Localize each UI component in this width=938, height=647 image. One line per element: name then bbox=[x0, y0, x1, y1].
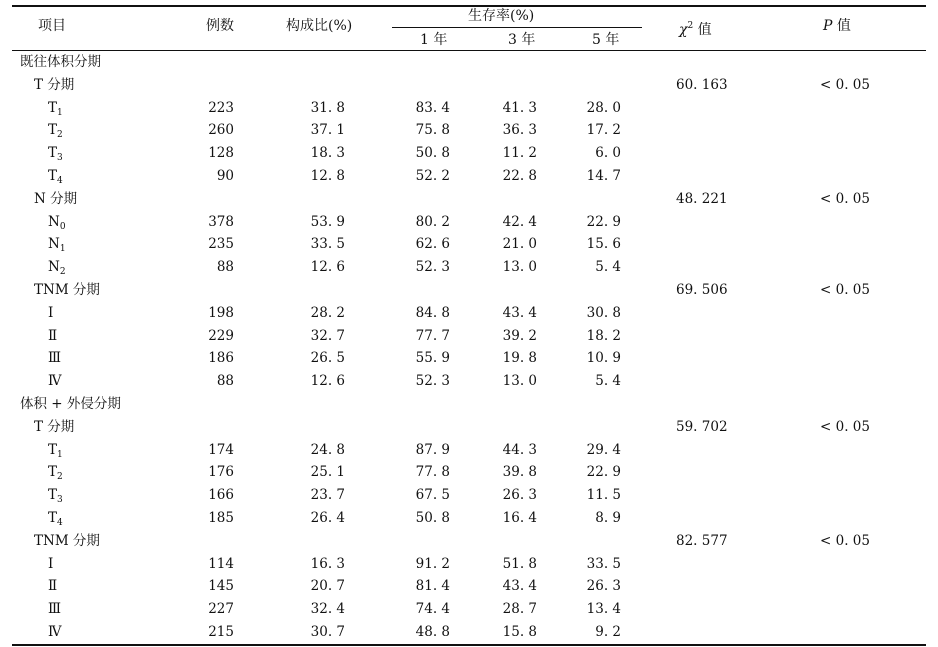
row-label-text: Ⅱ bbox=[48, 327, 58, 344]
cell-year-3: 39. 8 bbox=[502, 464, 537, 481]
header-chi-square bbox=[679, 18, 712, 38]
row-label bbox=[48, 145, 63, 166]
cell-cases: 128 bbox=[208, 145, 234, 162]
table-row bbox=[0, 621, 938, 643]
row-label bbox=[34, 533, 100, 549]
row-label-text: N 分期 bbox=[34, 190, 78, 207]
row-label bbox=[48, 578, 57, 594]
row-label bbox=[48, 464, 63, 485]
cell-year-3: 44. 3 bbox=[502, 441, 537, 458]
cell-year-1: 77. 8 bbox=[415, 464, 450, 481]
cell-year-1: 62. 6 bbox=[415, 236, 450, 253]
cell-p-value: < 0. 05 bbox=[820, 76, 870, 93]
p-symbol: P bbox=[823, 18, 833, 34]
cell-cases: 198 bbox=[208, 304, 234, 321]
table-row bbox=[0, 575, 938, 597]
cell-ratio: 12. 8 bbox=[310, 168, 345, 184]
cell-year-3: 39. 2 bbox=[502, 327, 537, 344]
row-label-text: T 分期 bbox=[34, 418, 75, 435]
cell-year-1: 83. 4 bbox=[415, 99, 450, 116]
cell-year-1: 48. 8 bbox=[415, 624, 450, 640]
cell-year-3: 43. 4 bbox=[502, 304, 537, 321]
table-row bbox=[0, 211, 938, 233]
cell-year-5: 14. 7 bbox=[586, 168, 621, 184]
cell-year-1: 74. 4 bbox=[415, 601, 450, 618]
cell-ratio: 12. 6 bbox=[310, 373, 345, 390]
group-row bbox=[0, 416, 938, 438]
cell-year-5: 5. 4 bbox=[595, 373, 621, 390]
p-suffix: 值 bbox=[832, 18, 851, 34]
row-label-subscript: 4 bbox=[57, 176, 63, 186]
cell-year-3: 43. 4 bbox=[502, 578, 537, 595]
row-label bbox=[48, 259, 66, 280]
row-label bbox=[48, 556, 53, 572]
table-row bbox=[0, 165, 938, 187]
cell-year-5: 13. 4 bbox=[586, 601, 621, 618]
cell-ratio: 23. 7 bbox=[310, 487, 345, 504]
cell-year-3: 51. 8 bbox=[502, 555, 537, 572]
row-label-text: Ⅱ bbox=[48, 578, 58, 595]
row-label-text: T bbox=[48, 99, 58, 116]
cell-cases: 215 bbox=[208, 624, 234, 640]
cell-year-5: 5. 4 bbox=[595, 259, 621, 276]
row-label bbox=[34, 77, 74, 93]
cell-year-3: 28. 7 bbox=[502, 601, 537, 618]
header-cases: 例数 bbox=[206, 18, 234, 34]
row-label-text: T bbox=[48, 441, 58, 458]
group-row bbox=[0, 530, 938, 552]
cell-year-3: 11. 2 bbox=[502, 145, 537, 162]
row-label bbox=[20, 54, 101, 70]
row-label-text: 体积 + 外侵分期 bbox=[20, 396, 121, 412]
table-row bbox=[0, 439, 938, 461]
row-label bbox=[48, 624, 62, 640]
cell-p-value: < 0. 05 bbox=[820, 190, 870, 207]
row-label-text: T bbox=[48, 464, 58, 481]
cell-cases: 166 bbox=[208, 487, 234, 504]
cell-year-5: 17. 2 bbox=[586, 122, 621, 139]
section-row bbox=[0, 51, 938, 73]
row-label-subscript: 1 bbox=[57, 449, 63, 460]
row-label bbox=[48, 510, 63, 531]
cell-p-value: < 0. 05 bbox=[820, 532, 870, 549]
cell-year-3: 15. 8 bbox=[502, 624, 537, 640]
header-survival-rate: 生存率(%) bbox=[468, 8, 535, 24]
row-label-text: Ⅳ bbox=[48, 624, 62, 640]
table-row bbox=[0, 142, 938, 164]
survival-subheader-rule bbox=[392, 27, 642, 28]
cell-year-5: 11. 5 bbox=[586, 487, 621, 504]
row-label bbox=[48, 100, 63, 121]
table-row bbox=[0, 553, 938, 575]
table-row bbox=[0, 598, 938, 620]
cell-p-value: < 0. 05 bbox=[820, 282, 870, 298]
row-label-text: N bbox=[48, 236, 60, 253]
row-label bbox=[48, 601, 61, 617]
header-p-value bbox=[823, 18, 851, 34]
cell-year-5: 6. 0 bbox=[595, 145, 621, 162]
row-label bbox=[48, 487, 63, 508]
cell-year-1: 75. 8 bbox=[415, 122, 450, 139]
row-label-text: Ⅳ bbox=[48, 373, 62, 390]
cell-cases: 88 bbox=[216, 259, 234, 276]
row-label-text: N bbox=[48, 213, 60, 230]
cell-year-5: 26. 3 bbox=[586, 578, 621, 595]
row-label bbox=[48, 236, 66, 257]
cell-chi-square: 69. 506 bbox=[676, 282, 728, 298]
cell-cases: 227 bbox=[208, 601, 234, 618]
chi-symbol: χ bbox=[679, 22, 688, 38]
row-label-text: TNM 分期 bbox=[34, 532, 100, 549]
cell-year-3: 22. 8 bbox=[502, 168, 537, 184]
cell-year-3: 26. 3 bbox=[502, 487, 537, 504]
row-label-subscript: 3 bbox=[57, 495, 63, 506]
cell-year-5: 18. 2 bbox=[586, 327, 621, 344]
row-label bbox=[34, 419, 74, 435]
group-row bbox=[0, 279, 938, 301]
section-row bbox=[0, 393, 938, 415]
cell-cases: 185 bbox=[208, 510, 234, 526]
cell-year-5: 30. 8 bbox=[586, 304, 621, 321]
row-label bbox=[48, 350, 61, 366]
cell-cases: 176 bbox=[208, 464, 234, 481]
table-row bbox=[0, 302, 938, 324]
group-row bbox=[0, 74, 938, 96]
row-label-text: T bbox=[48, 145, 58, 162]
cell-year-5: 33. 5 bbox=[586, 555, 621, 572]
cell-year-5: 28. 0 bbox=[586, 99, 621, 116]
cell-ratio: 24. 8 bbox=[310, 441, 345, 458]
cell-year-1: 52. 2 bbox=[415, 168, 450, 184]
cell-year-5: 8. 9 bbox=[595, 510, 621, 526]
row-label-subscript: 2 bbox=[59, 267, 66, 278]
cell-cases: 174 bbox=[208, 441, 234, 458]
cell-ratio: 31. 8 bbox=[310, 99, 345, 116]
row-label-subscript: 1 bbox=[57, 107, 63, 118]
cell-year-1: 77. 7 bbox=[415, 327, 450, 344]
row-label-text: Ⅰ bbox=[48, 555, 54, 572]
cell-chi-square: 60. 163 bbox=[676, 76, 728, 93]
header-year-3: 3 年 bbox=[508, 32, 536, 48]
table-bottom-rule bbox=[12, 644, 926, 646]
cell-ratio: 25. 1 bbox=[310, 464, 345, 481]
row-label bbox=[48, 214, 66, 235]
cell-year-1: 55. 9 bbox=[415, 350, 450, 367]
cell-year-1: 91. 2 bbox=[415, 555, 450, 572]
header-year-1: 1 年 bbox=[420, 32, 448, 48]
header-item: 项目 bbox=[38, 18, 66, 34]
cell-chi-square: 48. 221 bbox=[676, 190, 728, 207]
table-row bbox=[0, 507, 938, 529]
cell-cases: 90 bbox=[216, 168, 234, 184]
cell-ratio: 20. 7 bbox=[310, 578, 345, 595]
table-row bbox=[0, 370, 938, 392]
chi-suffix: 值 bbox=[693, 22, 712, 38]
cell-year-3: 13. 0 bbox=[502, 373, 537, 390]
row-label-subscript: 4 bbox=[57, 518, 63, 528]
table-row bbox=[0, 484, 938, 506]
cell-year-1: 67. 5 bbox=[415, 487, 450, 504]
cell-year-3: 16. 4 bbox=[502, 510, 537, 526]
cell-year-1: 84. 8 bbox=[415, 304, 450, 321]
row-label-text: T 分期 bbox=[34, 76, 75, 93]
chi-superscript: 2 bbox=[687, 21, 694, 31]
table-row bbox=[0, 97, 938, 119]
cell-year-5: 29. 4 bbox=[586, 441, 621, 458]
cell-ratio: 32. 7 bbox=[310, 327, 345, 344]
cell-ratio: 16. 3 bbox=[310, 555, 345, 572]
row-label-subscript: 2 bbox=[57, 130, 63, 141]
cell-p-value: < 0. 05 bbox=[820, 418, 870, 435]
cell-chi-square: 82. 577 bbox=[676, 532, 728, 549]
cell-year-5: 22. 9 bbox=[586, 213, 621, 230]
cell-year-3: 36. 3 bbox=[502, 122, 537, 139]
table-row bbox=[0, 347, 938, 369]
row-label-text: Ⅲ bbox=[48, 601, 62, 618]
row-label-text: 既往体积分期 bbox=[20, 54, 101, 70]
row-label-subscript: 0 bbox=[59, 221, 66, 232]
cell-cases: 378 bbox=[208, 213, 234, 230]
cell-cases: 186 bbox=[208, 350, 234, 367]
table-row bbox=[0, 256, 938, 278]
row-label-text: T bbox=[48, 487, 58, 504]
row-label bbox=[48, 122, 63, 143]
row-label bbox=[20, 396, 121, 412]
cell-cases: 88 bbox=[216, 373, 234, 390]
cell-year-5: 22. 9 bbox=[586, 464, 621, 481]
table-row bbox=[0, 461, 938, 483]
cell-cases: 223 bbox=[208, 99, 234, 116]
table-top-rule bbox=[12, 5, 926, 7]
header-year-5: 5 年 bbox=[592, 32, 620, 48]
table-row bbox=[0, 325, 938, 347]
row-label-text: TNM 分期 bbox=[34, 282, 100, 298]
cell-year-3: 42. 4 bbox=[502, 213, 537, 230]
cell-year-5: 9. 2 bbox=[595, 624, 621, 640]
row-label bbox=[48, 168, 63, 189]
row-label-text: T bbox=[48, 122, 58, 139]
cell-year-1: 50. 8 bbox=[415, 510, 450, 526]
cell-cases: 145 bbox=[208, 578, 234, 595]
table-row bbox=[0, 233, 938, 255]
cell-year-3: 21. 0 bbox=[502, 236, 537, 253]
row-label-text: Ⅰ bbox=[48, 304, 54, 321]
row-label-text: N bbox=[48, 259, 60, 276]
row-label bbox=[48, 442, 63, 463]
cell-ratio: 18. 3 bbox=[310, 145, 345, 162]
cell-cases: 260 bbox=[208, 122, 234, 139]
cell-ratio: 37. 1 bbox=[310, 122, 345, 139]
cell-cases: 235 bbox=[208, 236, 234, 253]
header-ratio: 构成比(%) bbox=[286, 18, 353, 34]
cell-year-1: 81. 4 bbox=[415, 578, 450, 595]
cell-year-1: 87. 9 bbox=[415, 441, 450, 458]
cell-ratio: 26. 5 bbox=[310, 350, 345, 367]
cell-ratio: 30. 7 bbox=[310, 624, 345, 640]
row-label-subscript: 2 bbox=[57, 472, 63, 483]
cell-year-1: 50. 8 bbox=[415, 145, 450, 162]
cell-cases: 229 bbox=[208, 327, 234, 344]
cell-chi-square: 59. 702 bbox=[676, 418, 728, 435]
cell-ratio: 12. 6 bbox=[310, 259, 345, 276]
row-label bbox=[34, 282, 100, 298]
cell-year-1: 52. 3 bbox=[415, 373, 450, 390]
cell-year-3: 13. 0 bbox=[502, 259, 537, 276]
row-label-text: Ⅲ bbox=[48, 350, 62, 367]
cell-year-3: 19. 8 bbox=[502, 350, 537, 367]
group-row bbox=[0, 188, 938, 210]
cell-year-5: 10. 9 bbox=[586, 350, 621, 367]
table-row bbox=[0, 119, 938, 141]
row-label bbox=[48, 305, 53, 321]
cell-ratio: 32. 4 bbox=[310, 601, 345, 618]
row-label-subscript: 3 bbox=[57, 153, 63, 164]
cell-year-5: 15. 6 bbox=[586, 236, 621, 253]
cell-ratio: 26. 4 bbox=[310, 510, 345, 526]
row-label-text: T bbox=[48, 510, 58, 526]
row-label bbox=[48, 373, 62, 389]
row-label-text: T bbox=[48, 168, 58, 184]
row-label bbox=[48, 328, 57, 344]
cell-year-1: 52. 3 bbox=[415, 259, 450, 276]
cell-ratio: 53. 9 bbox=[310, 213, 345, 230]
cell-ratio: 33. 5 bbox=[310, 236, 345, 253]
cell-year-3: 41. 3 bbox=[502, 99, 537, 116]
row-label-subscript: 1 bbox=[59, 244, 66, 255]
cell-cases: 114 bbox=[208, 555, 234, 572]
cell-year-1: 80. 2 bbox=[415, 213, 450, 230]
row-label bbox=[34, 191, 77, 207]
cell-ratio: 28. 2 bbox=[310, 304, 345, 321]
